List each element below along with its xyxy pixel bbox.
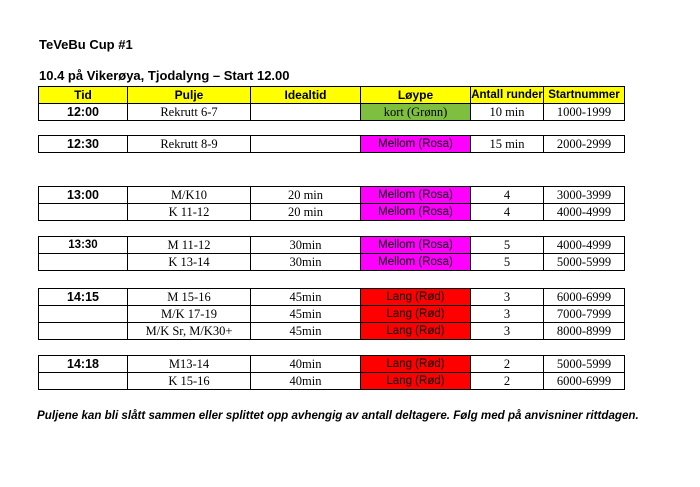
- cell-pulje: M/K 17-19: [128, 306, 251, 323]
- cell-runder: 5: [471, 254, 544, 271]
- cell-loype: Lang (Rød): [361, 373, 471, 390]
- cell-pulje: Rekrutt 8-9: [128, 136, 251, 153]
- header-tid: Tid: [39, 87, 128, 104]
- cell-tid: 14:15: [39, 289, 128, 306]
- table-row: [39, 104, 625, 121]
- cell-pulje: M/K10: [128, 187, 251, 204]
- cell-runder: 3: [471, 306, 544, 323]
- cell-runder: 2: [471, 356, 544, 373]
- cell-tid: 13:30: [39, 237, 128, 254]
- cell-tid: [39, 323, 128, 340]
- table-row: [39, 356, 625, 373]
- table-row: [39, 204, 625, 221]
- cell-loype: Lang (Rød): [361, 306, 471, 323]
- schedule-table-2: [38, 135, 625, 153]
- header-row: [39, 87, 625, 104]
- cell-tid: [39, 254, 128, 271]
- header-startnummer: Startnummer: [544, 87, 625, 104]
- cell-loype: Lang (Rød): [361, 356, 471, 373]
- cell-loype: kort (Grønn): [361, 104, 471, 121]
- cell-runder: 15 min: [471, 136, 544, 153]
- cell-startnummer: 5000-5999: [544, 254, 625, 271]
- cell-loype: Mellom (Rosa): [361, 187, 471, 204]
- cell-runder: 4: [471, 204, 544, 221]
- cell-idealtid: 40min: [251, 373, 361, 390]
- cell-runder: 2: [471, 373, 544, 390]
- cell-runder: 3: [471, 289, 544, 306]
- cell-pulje: K 13-14: [128, 254, 251, 271]
- cell-tid: 12:30: [39, 136, 128, 153]
- table-row: [39, 306, 625, 323]
- table-row: [39, 187, 625, 204]
- cell-loype: Mellom (Rosa): [361, 204, 471, 221]
- cell-runder: 5: [471, 237, 544, 254]
- cell-pulje: K 11-12: [128, 204, 251, 221]
- header-idealtid: Idealtid: [251, 87, 361, 104]
- table-row: [39, 254, 625, 271]
- schedule-table-6: [38, 355, 625, 390]
- cell-idealtid: [251, 136, 361, 153]
- table-row: [39, 323, 625, 340]
- cell-tid: [39, 306, 128, 323]
- cell-idealtid: 20 min: [251, 204, 361, 221]
- cell-startnummer: 3000-3999: [544, 187, 625, 204]
- schedule-table-3: [38, 186, 625, 221]
- cell-runder: 4: [471, 187, 544, 204]
- cell-startnummer: 6000-6999: [544, 289, 625, 306]
- event-subtitle: 10.4 på Vikerøya, Tjodalyng – Start 12.00: [39, 68, 290, 83]
- cell-idealtid: 20 min: [251, 187, 361, 204]
- table-row: [39, 373, 625, 390]
- schedule-table-4: [38, 236, 625, 271]
- cell-pulje: M/K Sr, M/K30+: [128, 323, 251, 340]
- schedule-table-5: [38, 288, 625, 340]
- cell-idealtid: 45min: [251, 306, 361, 323]
- cell-tid: 12:00: [39, 104, 128, 121]
- cell-pulje: M13-14: [128, 356, 251, 373]
- cell-idealtid: 40min: [251, 356, 361, 373]
- cell-tid: 13:00: [39, 187, 128, 204]
- cell-idealtid: 45min: [251, 323, 361, 340]
- document-title: TeVeBu Cup #1: [39, 37, 133, 52]
- cell-tid: [39, 204, 128, 221]
- cell-startnummer: 8000-8999: [544, 323, 625, 340]
- cell-startnummer: 2000-2999: [544, 136, 625, 153]
- table-row: [39, 289, 625, 306]
- cell-runder: 10 min: [471, 104, 544, 121]
- cell-startnummer: 6000-6999: [544, 373, 625, 390]
- cell-idealtid: 30min: [251, 237, 361, 254]
- cell-idealtid: [251, 104, 361, 121]
- cell-idealtid: 30min: [251, 254, 361, 271]
- cell-loype: Mellom (Rosa): [361, 136, 471, 153]
- table-row: [39, 136, 625, 153]
- cell-startnummer: 7000-7999: [544, 306, 625, 323]
- cell-startnummer: 1000-1999: [544, 104, 625, 121]
- header-loype: Løype: [361, 87, 471, 104]
- schedule-table-1: [38, 86, 625, 121]
- cell-loype: Mellom (Rosa): [361, 237, 471, 254]
- cell-loype: Mellom (Rosa): [361, 254, 471, 271]
- table-row: [39, 237, 625, 254]
- cell-pulje: M 15-16: [128, 289, 251, 306]
- cell-startnummer: 4000-4999: [544, 237, 625, 254]
- cell-pulje: K 15-16: [128, 373, 251, 390]
- cell-startnummer: 4000-4999: [544, 204, 625, 221]
- header-runder: Antall runder: [471, 87, 544, 104]
- cell-pulje: Rekrutt 6-7: [128, 104, 251, 121]
- footer-note: Puljene kan bli slått sammen eller splittet opp avhengig av antall deltagere. Følg med på anvisniner rittdagen.: [37, 409, 639, 422]
- cell-startnummer: 5000-5999: [544, 356, 625, 373]
- cell-pulje: M 11-12: [128, 237, 251, 254]
- cell-idealtid: 45min: [251, 289, 361, 306]
- cell-tid: 14:18: [39, 356, 128, 373]
- header-pulje: Pulje: [128, 87, 251, 104]
- cell-loype: Lang (Rød): [361, 289, 471, 306]
- cell-loype: Lang (Rød): [361, 323, 471, 340]
- cell-runder: 3: [471, 323, 544, 340]
- cell-tid: [39, 373, 128, 390]
